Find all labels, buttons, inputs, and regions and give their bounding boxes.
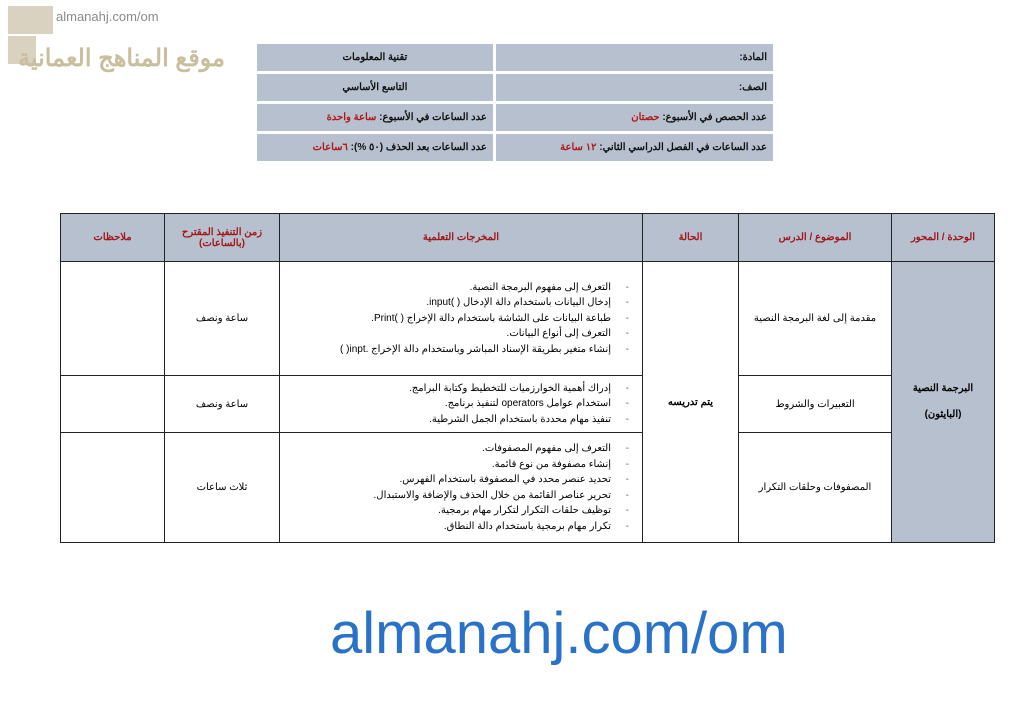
time-cell: ساعة ونصف bbox=[165, 262, 280, 376]
course-info-table bbox=[254, 41, 776, 164]
site-logo bbox=[8, 6, 225, 96]
grade-label: الصف: bbox=[496, 74, 773, 101]
time-cell: ساعة ونصف bbox=[165, 376, 280, 433]
outcomes-cell: - التعرف إلى مفهوم المصفوفات. - إنشاء مصفوفة من نوع قائمة. - تحديد عنصر محدد في المصفوفة باستخدام الفهرس. - تحرير عناصر القائمة من خلال الحذف والإضافة والاستبدال. - توظيف حلقات التكرار لتكرار مهام برمجية. - تكرار مهام برمجية باستخدام دالة النطاق. bbox=[280, 433, 643, 543]
curriculum-table bbox=[60, 213, 995, 543]
outcomes-cell: - التعرف إلى مفهوم البرمجة النصية. - إدخال البيانات باستخدام دالة الإدخال ( )input. - طباعة البيانات على الشاشة باستخدام دالة الإخراج ( )Print. - التعرف إلى أنواع البيانات. - إنشاء متغير بطريقة الإسناد المباشر وباستخدام دالة الإخراج .inpt( ) bbox=[280, 262, 643, 376]
header-outcomes: المخرجات التعلمية bbox=[280, 214, 643, 262]
header-unit: الوحدة / المحور bbox=[892, 214, 995, 262]
status-cell: يتم تدريسه bbox=[643, 262, 739, 543]
header-topic: الموضوع / الدرس bbox=[739, 214, 892, 262]
hours-after-cell: عدد الساعات بعد الحذف (٥٠ %): ٦ساعات bbox=[257, 134, 493, 161]
notes-cell bbox=[61, 433, 165, 543]
header-notes: ملاحظات bbox=[61, 214, 165, 262]
notes-cell bbox=[61, 376, 165, 433]
hours-semester-cell: عدد الساعات في الفصل الدراسي الثاني: ١٢ ساعة bbox=[496, 134, 773, 161]
topic-cell: التعبيرات والشروط bbox=[739, 376, 892, 433]
logo-url: almanahj.com/om bbox=[56, 9, 159, 24]
table-row bbox=[61, 376, 995, 433]
header-time: زمن التنفيذ المقترح (بالساعات) bbox=[165, 214, 280, 262]
notes-cell bbox=[61, 262, 165, 376]
topic-cell: المصفوفات وحلقات التكرار bbox=[739, 433, 892, 543]
hours-week-cell: عدد الساعات في الأسبوع: ساعة واحدة bbox=[257, 104, 493, 131]
grade-value: التاسع الأساسي bbox=[257, 74, 493, 101]
subject-value: تقنية المعلومات bbox=[257, 44, 493, 71]
header-status: الحالة bbox=[643, 214, 739, 262]
time-cell: ثلاث ساعات bbox=[165, 433, 280, 543]
outcomes-cell: - إدراك أهمية الخوارزميات للتخطيط وكتابة البرامج. - استخدام عوامل operators لتنفيذ برنامج. - تنفيذ مهام محددة باستخدام الجمل الشرطية. bbox=[280, 376, 643, 433]
periods-cell: عدد الحصص في الأسبوع: حصتان bbox=[496, 104, 773, 131]
table-row bbox=[61, 262, 995, 376]
logo-text: موقع المناهج العمانية bbox=[18, 45, 225, 72]
topic-cell: مقدمة إلى لغة البرمجة النصية bbox=[739, 262, 892, 376]
unit-cell: البرجمة النصية (البايثون) bbox=[892, 262, 995, 543]
subject-label: المادة: bbox=[496, 44, 773, 71]
table-row bbox=[61, 433, 995, 543]
watermark: almanahj.com/om bbox=[330, 601, 788, 666]
